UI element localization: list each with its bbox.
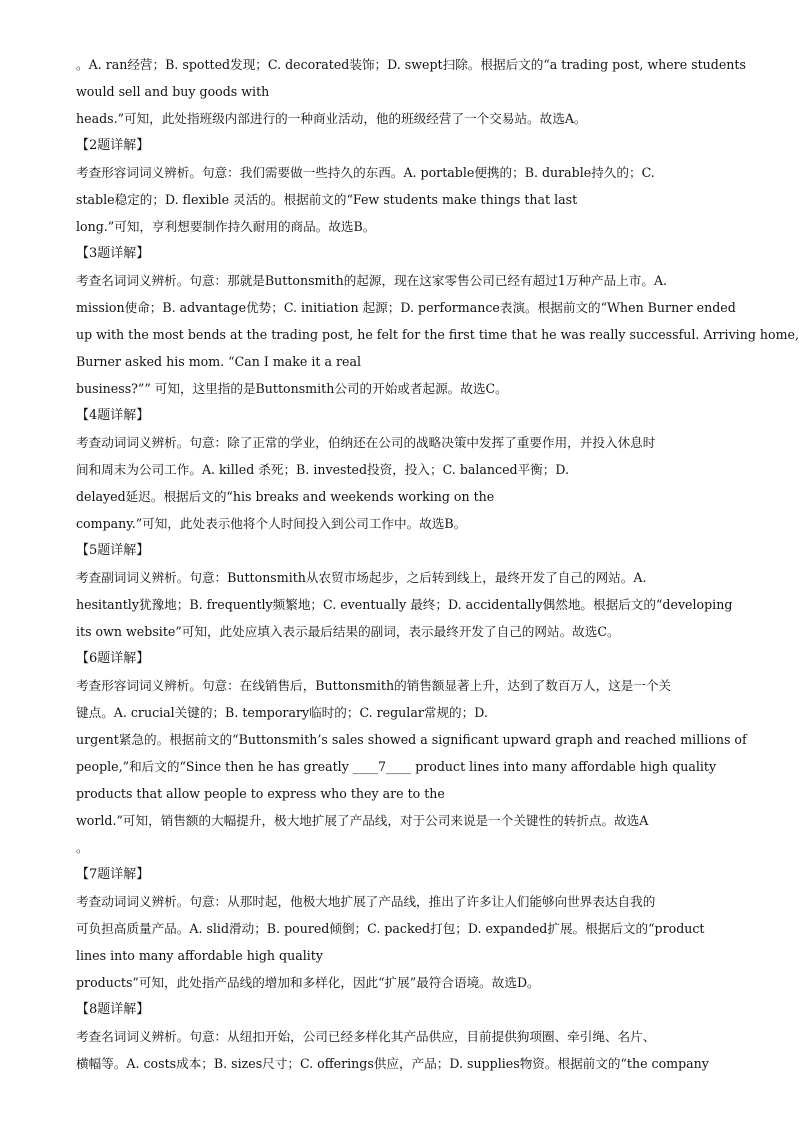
- text-line: 考查副词词义辨析。句意：Buttonsmith从农贸市场起步，之后转到线上，最终开发了自己的网站。A.: [76, 570, 647, 585]
- answer-section: [76, 132, 724, 240]
- text-line: delayed延迟。根据后文的“his breaks and weekends working on the: [76, 489, 495, 504]
- answer-section: [76, 861, 724, 996]
- answer-section: [76, 537, 733, 645]
- answer-section: [76, 402, 724, 537]
- text-line: 考查名词词义辨析。句意：那就是Buttonsmith的起源，现在这家零售公司已经有超过1万种产品上市。A.: [76, 273, 668, 288]
- text-line: hesitantly犹豫地；B. frequently频繁地；C. eventually 最终；D. accidentally偶然地。根据后文的“developing: [76, 597, 733, 612]
- text-line: 考查动词词义辨析。句意：除了正常的学业，伯纳还在公司的战略决策中发挥了重要作用，并投入休息时: [76, 435, 656, 450]
- text-line: 间和周末为公司工作。A. killed 杀死；B. invested投资，投入；C. balanced平衡；D.: [76, 462, 570, 477]
- text-line: urgent紧急的。根据前文的“Buttonsmith’s sales showed a significant upward graph and reached millions of: [76, 732, 747, 747]
- answer-section: [76, 240, 799, 402]
- section-heading: 【6题详解】: [76, 651, 150, 666]
- text-line: 横幅等。A. costs成本；B. sizes尺寸；C. offerings供应，产品；D. supplies物资。根据前文的“the company: [76, 1056, 709, 1071]
- answer-section: [76, 996, 724, 1077]
- text-line: business?”” 可知，这里指的是Buttonsmith公司的开始或者起源。故选C。: [76, 381, 508, 396]
- text-line: people,”和后文的“Since then he has greatly ____7____ product lines into many affordable high quality: [76, 759, 717, 774]
- text-line: 考查动词词义辨析。句意：从那时起，他极大地扩展了产品线，推出了许多让人们能够向世界表达自我的: [76, 894, 656, 909]
- text-line: 考查名词词义辨析。句意：从纽扣开始，公司已经多样化其产品供应，目前提供狗项圈、牵引绳、名片、: [76, 1029, 656, 1044]
- text-line: company.”可知，此处表示他将个人时间投入到公司工作中。故选B。: [76, 516, 467, 531]
- section-heading: 【5题详解】: [76, 543, 150, 558]
- section-heading: 【2题详解】: [76, 138, 150, 153]
- text-line: Burner asked his mom. “Can I make it a real: [76, 354, 361, 369]
- answer-section: [76, 51, 746, 132]
- text-line: products that allow people to express who they are to the: [76, 786, 445, 801]
- section-heading: 【7题详解】: [76, 867, 150, 882]
- text-line: world.”可知，销售额的大幅提升，极大地扩展了产品线，对于公司来说是一个关键性的转折点。故选A: [76, 813, 649, 828]
- text-line: heads.”可知，此处指班级内部进行的一种商业活动，他的班级经营了一个交易站。故选A。: [76, 111, 587, 126]
- text-line: lines into many affordable high quality: [76, 948, 323, 963]
- text-line: mission使命；B. advantage优势；C. initiation 起源；D. performance表演。根据前文的“When Burner ended: [76, 300, 736, 315]
- section-heading: 【4题详解】: [76, 408, 150, 423]
- section-heading: 【3题详解】: [76, 246, 150, 261]
- text-line: 考查形容词词义辨析。句意：我们需要做一些持久的东西。A. portable便携的；B. durable持久的；C.: [76, 165, 655, 180]
- text-line: 考查形容词词义辨析。句意：在线销售后，Buttonsmith的销售额显著上升，达到了数百万人，这是一个关: [76, 678, 672, 693]
- text-line: long.”可知，亨利想要制作持久耐用的商品。故选B。: [76, 219, 376, 234]
- text-line: 可负担高质量产品。A. slid滑动；B. poured倾倒；C. packed打包；D. expanded扩展。根据后文的“product: [76, 921, 705, 936]
- text-line: stable稳定的；D. flexible 灵活的。根据前文的“Few students make things that last: [76, 192, 578, 207]
- text-line: 。A. ran经营；B. spotted发现；C. decorated装饰；D. swept扫除。根据后文的“a trading post, where students: [76, 57, 746, 72]
- answer-section: [76, 645, 747, 861]
- text-line: would sell and buy goods with: [76, 84, 270, 99]
- text-line: 。: [76, 840, 89, 855]
- section-heading: 【8题详解】: [76, 1002, 150, 1017]
- text-line: products”可知，此处指产品线的增加和多样化，因此“扩展”最符合语境。故选D。: [76, 975, 540, 990]
- text-line: up with the most bends at the trading post, he felt for the first time that he was really successful. Arriving home,: [76, 327, 799, 342]
- text-line: 键点。A. crucial关键的；B. temporary临时的；C. regular常规的；D.: [76, 705, 488, 720]
- text-line: its own website”可知，此处应填入表示最后结果的副词，表示最终开发了自己的网站。故选C。: [76, 624, 620, 639]
